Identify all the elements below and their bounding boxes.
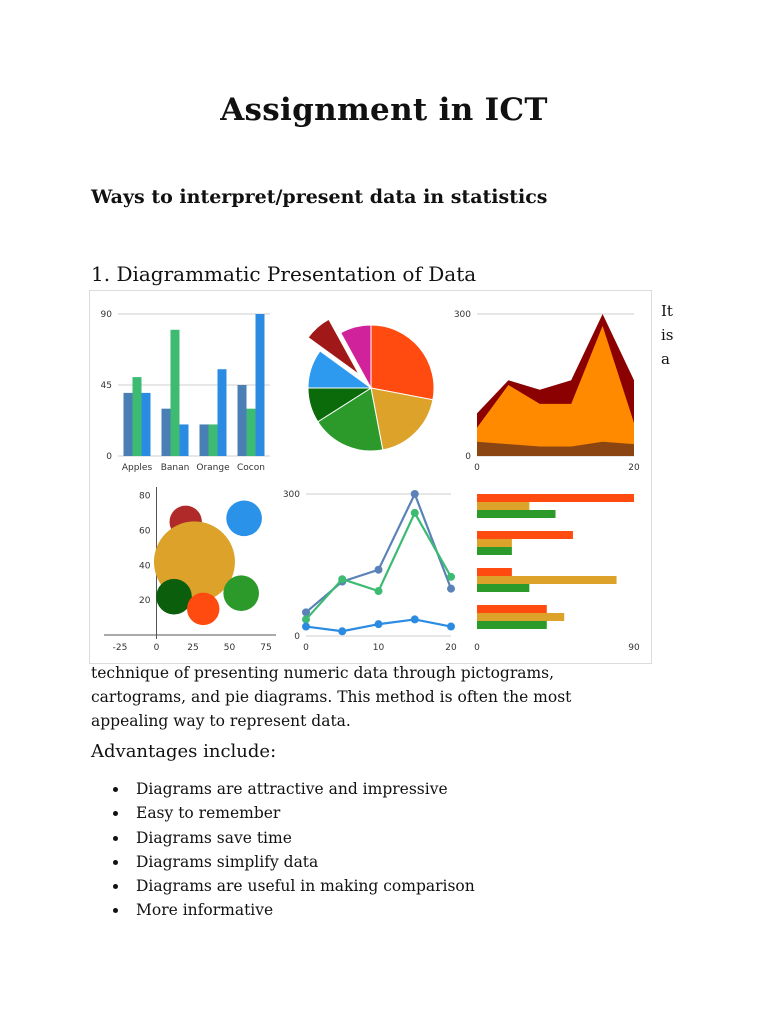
list-item: Easy to remember <box>91 801 475 825</box>
hbar <box>477 531 573 539</box>
line-point <box>411 615 419 623</box>
x-tick-label: Orange <box>196 463 230 473</box>
x-tick-label: 0 <box>153 643 160 653</box>
hbar <box>477 613 564 621</box>
bar <box>247 409 256 456</box>
y-tick-label: 0 <box>465 452 471 462</box>
x-tick-label: 50 <box>223 643 236 653</box>
line-point <box>375 620 383 628</box>
hbar <box>477 494 634 502</box>
y-tick-label: 0 <box>106 452 112 462</box>
x-tick-label: Banan <box>160 463 190 473</box>
x-tick-label: 10 <box>372 643 385 653</box>
line-point <box>447 573 455 581</box>
subheading: Ways to interpret/present data in statistics <box>91 186 548 208</box>
bubble <box>156 579 192 615</box>
hbar <box>477 584 529 592</box>
bar <box>133 377 142 456</box>
x-tick-label: 25 <box>187 643 199 653</box>
side-word: is <box>661 326 674 344</box>
bar <box>200 424 209 456</box>
y-tick-label: 300 <box>282 490 300 500</box>
x-tick-label: -25 <box>112 643 128 653</box>
list-item: More informative <box>91 898 475 922</box>
bubble <box>226 501 262 537</box>
hbar <box>477 547 512 555</box>
bar <box>218 369 227 456</box>
line-point <box>302 623 310 631</box>
bar <box>142 393 151 456</box>
line-point <box>338 575 346 583</box>
bar <box>180 424 189 456</box>
section-heading: 1. Diagrammatic Presentation of Data <box>91 262 477 286</box>
bar <box>171 330 180 456</box>
hbar <box>477 502 529 510</box>
y-tick-label: 40 <box>139 561 151 572</box>
x-tick-label: 0 <box>474 643 480 653</box>
y-tick-label: 80 <box>139 491 151 502</box>
x-tick-label: 20 <box>628 463 640 473</box>
line-point <box>375 587 383 595</box>
x-tick-label: 90 <box>628 643 640 653</box>
body-paragraph: technique of presenting numeric data through pictograms, cartograms, and pie diagrams. This method is often the most appealing way to represent data. <box>91 664 572 730</box>
x-tick-label: 20 <box>445 643 457 653</box>
bubble <box>223 575 259 611</box>
hbar <box>477 576 617 584</box>
side-word: a <box>661 350 670 368</box>
list-item: Diagrams save time <box>91 826 475 850</box>
hbar <box>477 510 556 518</box>
bar <box>256 314 265 456</box>
list-item: Diagrams are useful in making comparison <box>91 874 475 898</box>
line-point <box>411 490 419 498</box>
line-point <box>302 615 310 623</box>
line-point <box>338 627 346 635</box>
y-tick-label: 300 <box>453 310 471 320</box>
chart-collage-svg <box>90 291 651 663</box>
side-word: It <box>661 302 673 320</box>
y-tick-label: 45 <box>100 381 112 391</box>
hbar <box>477 568 512 576</box>
y-tick-label: 20 <box>139 596 151 607</box>
advantages-heading: Advantages include: <box>91 741 277 762</box>
line-point <box>411 509 419 517</box>
x-tick-label: 0 <box>474 463 480 473</box>
line-point <box>447 585 455 593</box>
hbar <box>477 605 547 613</box>
list-item: Diagrams are attractive and impressive <box>91 777 475 801</box>
x-tick-label: 75 <box>260 643 272 653</box>
hbar <box>477 621 547 629</box>
x-tick-label: Cocon <box>237 463 265 473</box>
y-tick-label: 60 <box>139 526 151 537</box>
x-tick-label: 0 <box>303 643 309 653</box>
line-point <box>447 623 455 631</box>
pie-slice <box>371 325 434 400</box>
bar <box>209 424 218 456</box>
line-point <box>375 566 383 574</box>
document-title: Assignment in ICT <box>220 92 548 128</box>
chart-collage-figure <box>89 290 652 664</box>
bubble <box>187 593 219 625</box>
advantages-list <box>91 777 475 923</box>
bar <box>162 409 171 456</box>
bar <box>124 393 133 456</box>
list-item: Diagrams simplify data <box>91 850 475 874</box>
y-tick-label: 90 <box>100 310 112 320</box>
y-tick-label: 0 <box>294 632 300 642</box>
bar <box>238 385 247 456</box>
hbar <box>477 539 512 547</box>
x-tick-label: Apples <box>121 463 153 473</box>
